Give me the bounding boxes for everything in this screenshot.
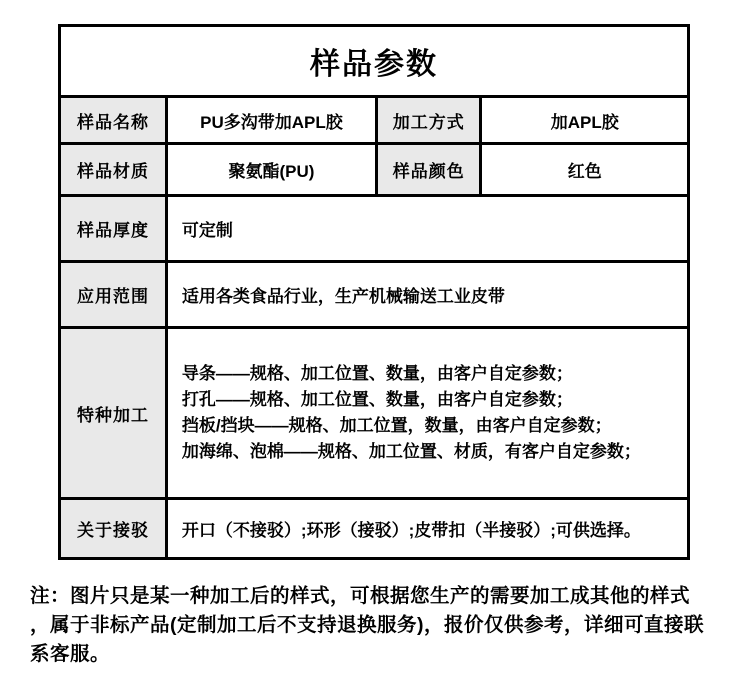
value-application-scope: 适用各类食品行业，生产机械输送工业皮带 — [166, 262, 688, 328]
table-title-row — [60, 26, 689, 97]
special-processing-line-guides: 导条——规格、加工位置、数量，由客户自定参数； — [181, 364, 573, 383]
label-special-processing: 特种加工 — [60, 328, 167, 499]
value-sample-name: PU多沟带加APL胶 — [166, 97, 376, 144]
label-sample-color: 样品颜色 — [377, 144, 481, 196]
footer-note: 注：图片只是某一种加工后的样式，可根据您生产的需要加工成其他的样式，属于非标产品(定制加工后不支持退换服务)，报价仅供参考，详细可直接联系客服。 — [30, 585, 704, 665]
value-sample-color: 红色 — [481, 144, 689, 196]
table-title: 样品参数 — [60, 26, 689, 97]
label-about-splicing: 关于接驳 — [60, 499, 167, 559]
row-sample-name — [60, 97, 689, 144]
value-about-splicing: 开口（不接驳）;环形（接驳）;皮带扣（半接驳）;可供选择。 — [166, 499, 688, 559]
special-processing-line-punching: 打孔——规格、加工位置、数量，由客户自定参数； — [181, 390, 573, 409]
sample-parameters-table — [58, 24, 690, 560]
row-sample-material — [60, 144, 689, 196]
special-processing-line-sponge: 加海绵、泡棉——规格、加工位置、材质，有客户自定参数； — [181, 442, 641, 461]
label-processing-method: 加工方式 — [377, 97, 481, 144]
label-application-scope: 应用范围 — [60, 262, 167, 328]
value-sample-material: 聚氨酯(PU) — [166, 144, 376, 196]
label-sample-thickness: 样品厚度 — [60, 196, 167, 262]
value-sample-thickness: 可定制 — [166, 196, 688, 262]
value-processing-method: 加APL胶 — [481, 97, 689, 144]
special-processing-line-baffles: 挡板/挡块——规格、加工位置，数量，由客户自定参数； — [181, 416, 612, 435]
row-sample-thickness — [60, 196, 689, 262]
value-special-processing — [166, 328, 688, 499]
row-application-scope — [60, 262, 689, 328]
label-sample-name: 样品名称 — [60, 97, 167, 144]
row-special-processing — [60, 328, 689, 499]
row-about-splicing — [60, 499, 689, 559]
label-sample-material: 样品材质 — [60, 144, 167, 196]
